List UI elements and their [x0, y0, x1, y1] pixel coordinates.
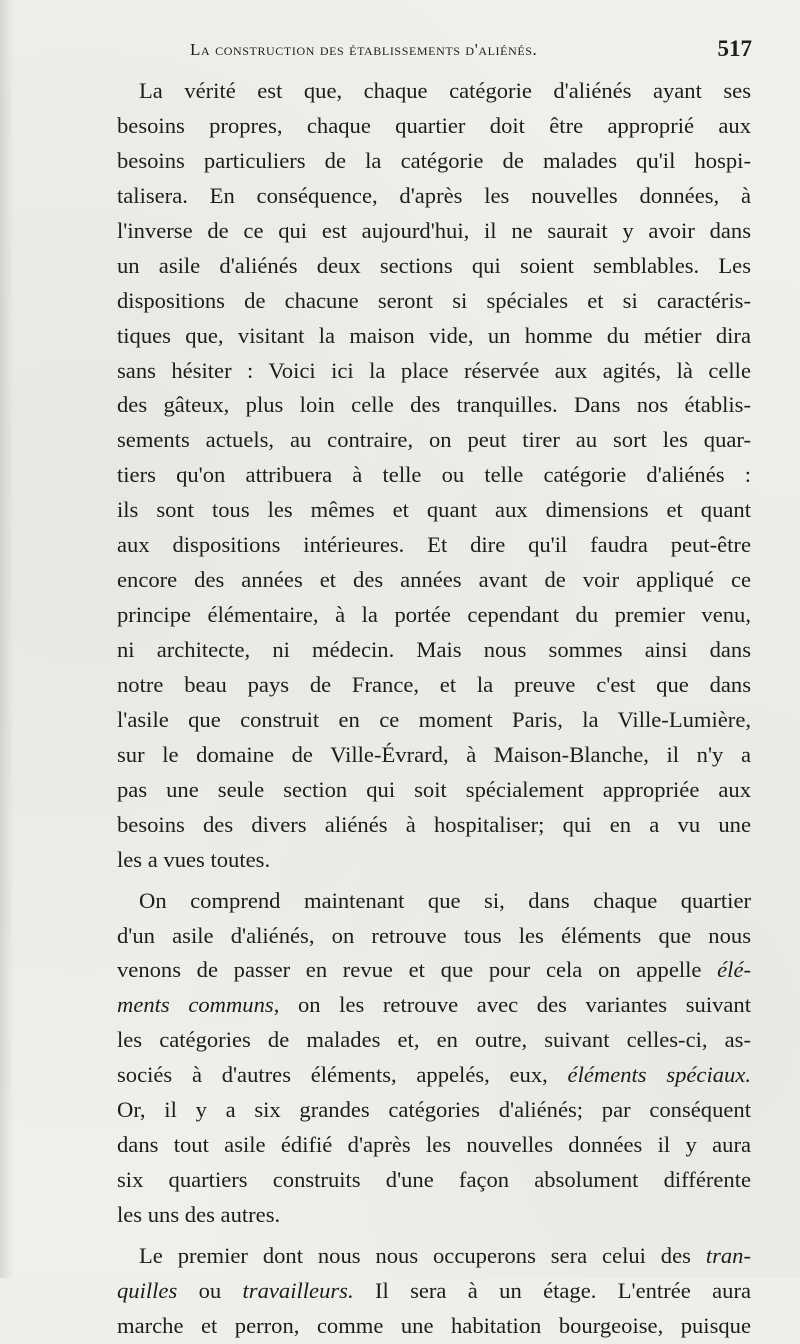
- page-number: 517: [717, 36, 752, 61]
- text-line: tiques que, visitant la maison vide, un homme du métier dira: [117, 322, 751, 348]
- text-line: besoins des divers aliénés à hospitaliser; qui en a vu une: [117, 811, 751, 837]
- page-gutter-shadow: [0, 0, 14, 1278]
- text-line: six quartiers construits d'une façon absolument différente: [117, 1167, 751, 1193]
- text-span: , on les retrouve avec des variantes suivant: [273, 992, 751, 1018]
- text-line: pas une seule section qui soit spécialement appropriée aux: [117, 776, 751, 802]
- body-text: [117, 74, 751, 1344]
- italic-span: travailleurs.: [242, 1277, 354, 1303]
- page-header: [190, 30, 752, 70]
- text-line: ni architecte, ni médecin. Mais nous sommes ainsi dans: [117, 637, 751, 662]
- italic-span: quilles: [117, 1277, 178, 1303]
- text-line: La vérité est que, chaque catégorie d'aliénés ayant ses: [139, 78, 751, 103]
- italic-span: tran-: [705, 1242, 751, 1268]
- text-line: [117, 953, 751, 988]
- text-line: On comprend maintenant que si, dans chaque quartier: [139, 887, 751, 913]
- text-line: les a vues toutes.: [117, 846, 271, 872]
- text-line: aux dispositions intérieures. Et dire qu'il faudra peut-être: [117, 532, 751, 558]
- text-span: ou: [177, 1277, 243, 1303]
- text-line: des gâteux, plus loin celle des tranquilles. Dans nos établis-: [117, 392, 751, 418]
- text-span: venons de passer en revue et que pour cela on appelle: [117, 957, 702, 983]
- text-line: ils sont tous les mêmes et quant aux dimensions et quant: [117, 497, 751, 523]
- text-line: dispositions de chacune seront si spéciales et si caractéris-: [117, 287, 751, 313]
- text-line: talisera. En conséquence, d'après les nouvelles données, à: [117, 182, 751, 208]
- text-span: Il sera à un étage. L'entrée aura: [353, 1277, 751, 1303]
- text-line: encore des années et des années avant de voir appliqué ce: [117, 567, 751, 593]
- text-line: Or, il y a six grandes catégories d'aliénés; par conséquent: [117, 1097, 751, 1123]
- text-line: dans tout asile édifié d'après les nouvelles données il y aura: [117, 1132, 751, 1158]
- text-line: sur le domaine de Ville-Évrard, à Maison-Blanche, il n'y a: [117, 741, 751, 767]
- text-line: tiers qu'on attribuera à telle ou telle catégorie d'aliénés :: [117, 462, 751, 488]
- text-span: sociés à d'autres éléments, appelés, eux,: [117, 1062, 548, 1088]
- italic-span: éléments spéciaux.: [567, 1062, 752, 1088]
- italic-span: ments communs: [117, 992, 274, 1018]
- text-line: [117, 988, 751, 1023]
- text-line: [117, 1058, 751, 1093]
- italic-span: élé-: [717, 957, 751, 983]
- text-line: [117, 1239, 751, 1274]
- text-line: d'un asile d'aliénés, on retrouve tous les éléments que nous: [117, 922, 751, 948]
- text-line: l'asile que construit en ce moment Paris, la Ville-Lumière,: [117, 706, 751, 732]
- text-line: principe élémentaire, à la portée cependant du premier venu,: [117, 602, 751, 628]
- text-line: les catégories de malades et, en outre, suivant celles-ci, as-: [117, 1027, 751, 1053]
- text-line: [117, 1274, 751, 1309]
- running-title: La construction des établissements d'aliénés.: [190, 40, 538, 59]
- text-line: sements actuels, au contraire, on peut tirer au sort les quar-: [117, 427, 751, 453]
- text-line: un asile d'aliénés deux sections qui soient semblables. Les: [117, 252, 751, 278]
- text-span: Le premier dont nous nous occuperons sera celui des: [139, 1242, 691, 1268]
- text-line: besoins particuliers de la catégorie de malades qu'il hospi-: [117, 147, 751, 173]
- text-line: l'inverse de ce qui est aujourd'hui, il ne saurait y avoir dans: [117, 217, 751, 243]
- text-line: besoins propres, chaque quartier doit être approprié aux: [117, 112, 751, 138]
- text-line: notre beau pays de France, et la preuve c'est que dans: [117, 671, 751, 697]
- text-line: les uns des autres.: [117, 1202, 281, 1227]
- text-line: sans hésiter : Voici ici la place réservée aux agités, là celle: [117, 357, 751, 383]
- text-line: marche et perron, comme une habitation bourgeoise, puisque: [117, 1312, 751, 1338]
